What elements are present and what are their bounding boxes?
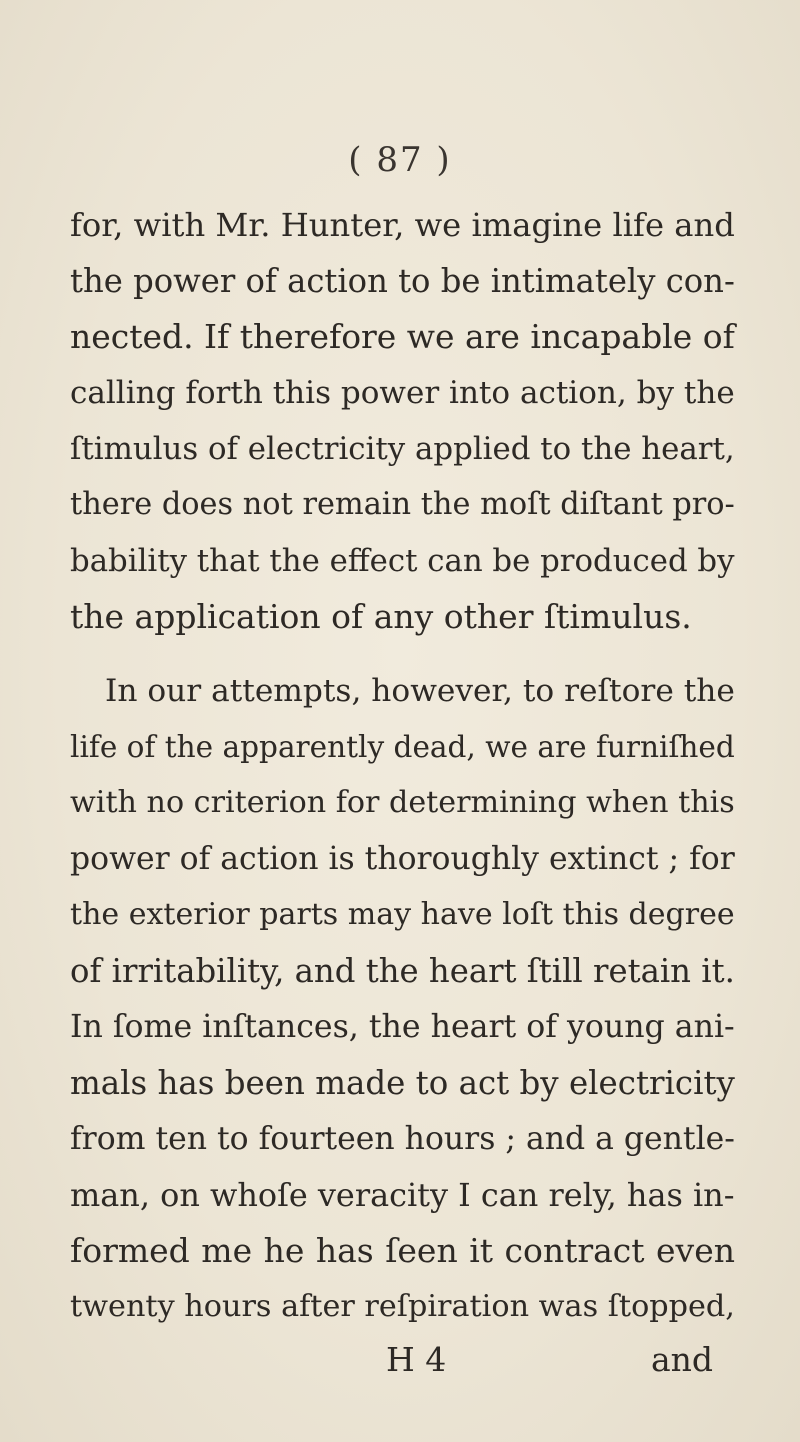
text-line: the power of action to be intimately con-: [70, 262, 735, 300]
text-line: there does not remain the moſt diſtant pro-: [70, 487, 735, 522]
text-line: of irritability, and the heart ſtill retain it.: [70, 952, 735, 990]
text-line: In our attempts, however, to reſtore the: [105, 673, 735, 709]
signature-mark: H 4: [386, 1340, 447, 1379]
text-line: man, on whoſe veracity I can rely, has in-: [70, 1176, 735, 1214]
text-line: mals has been made to act by electricity: [70, 1064, 735, 1102]
text-line: In ſome inſtances, the heart of young ani-: [70, 1009, 735, 1045]
catchword: and: [651, 1340, 714, 1379]
text-line: twenty hours after reſpiration was ſtopped,: [70, 1289, 735, 1324]
text-line: ſtimulus of electricity applied to the heart,: [70, 431, 735, 467]
page-number: ( 87 ): [348, 140, 452, 180]
text-line: the exterior parts may have loſt this degree: [70, 897, 735, 932]
text-line: the application of any other ſtimulus.: [70, 597, 692, 636]
text-line: for, with Mr. Hunter, we imagine life and: [70, 206, 735, 244]
text-line: formed me he has ſeen it contract even: [70, 1231, 735, 1270]
text-line: calling forth this power into action, by the: [70, 375, 735, 411]
text-line: life of the apparently dead, we are furniſhed: [70, 730, 735, 764]
text-line: from ten to fourteen hours ; and a gentle-: [70, 1121, 735, 1157]
text-line: nected. If therefore we are incapable of: [70, 317, 735, 356]
text-line: bability that the effect can be produced by: [70, 543, 735, 579]
text-line: with no criterion for determining when this: [70, 785, 735, 820]
page-footer: [0, 1340, 800, 1380]
text-line: power of action is thoroughly extinct ; for: [70, 841, 735, 877]
